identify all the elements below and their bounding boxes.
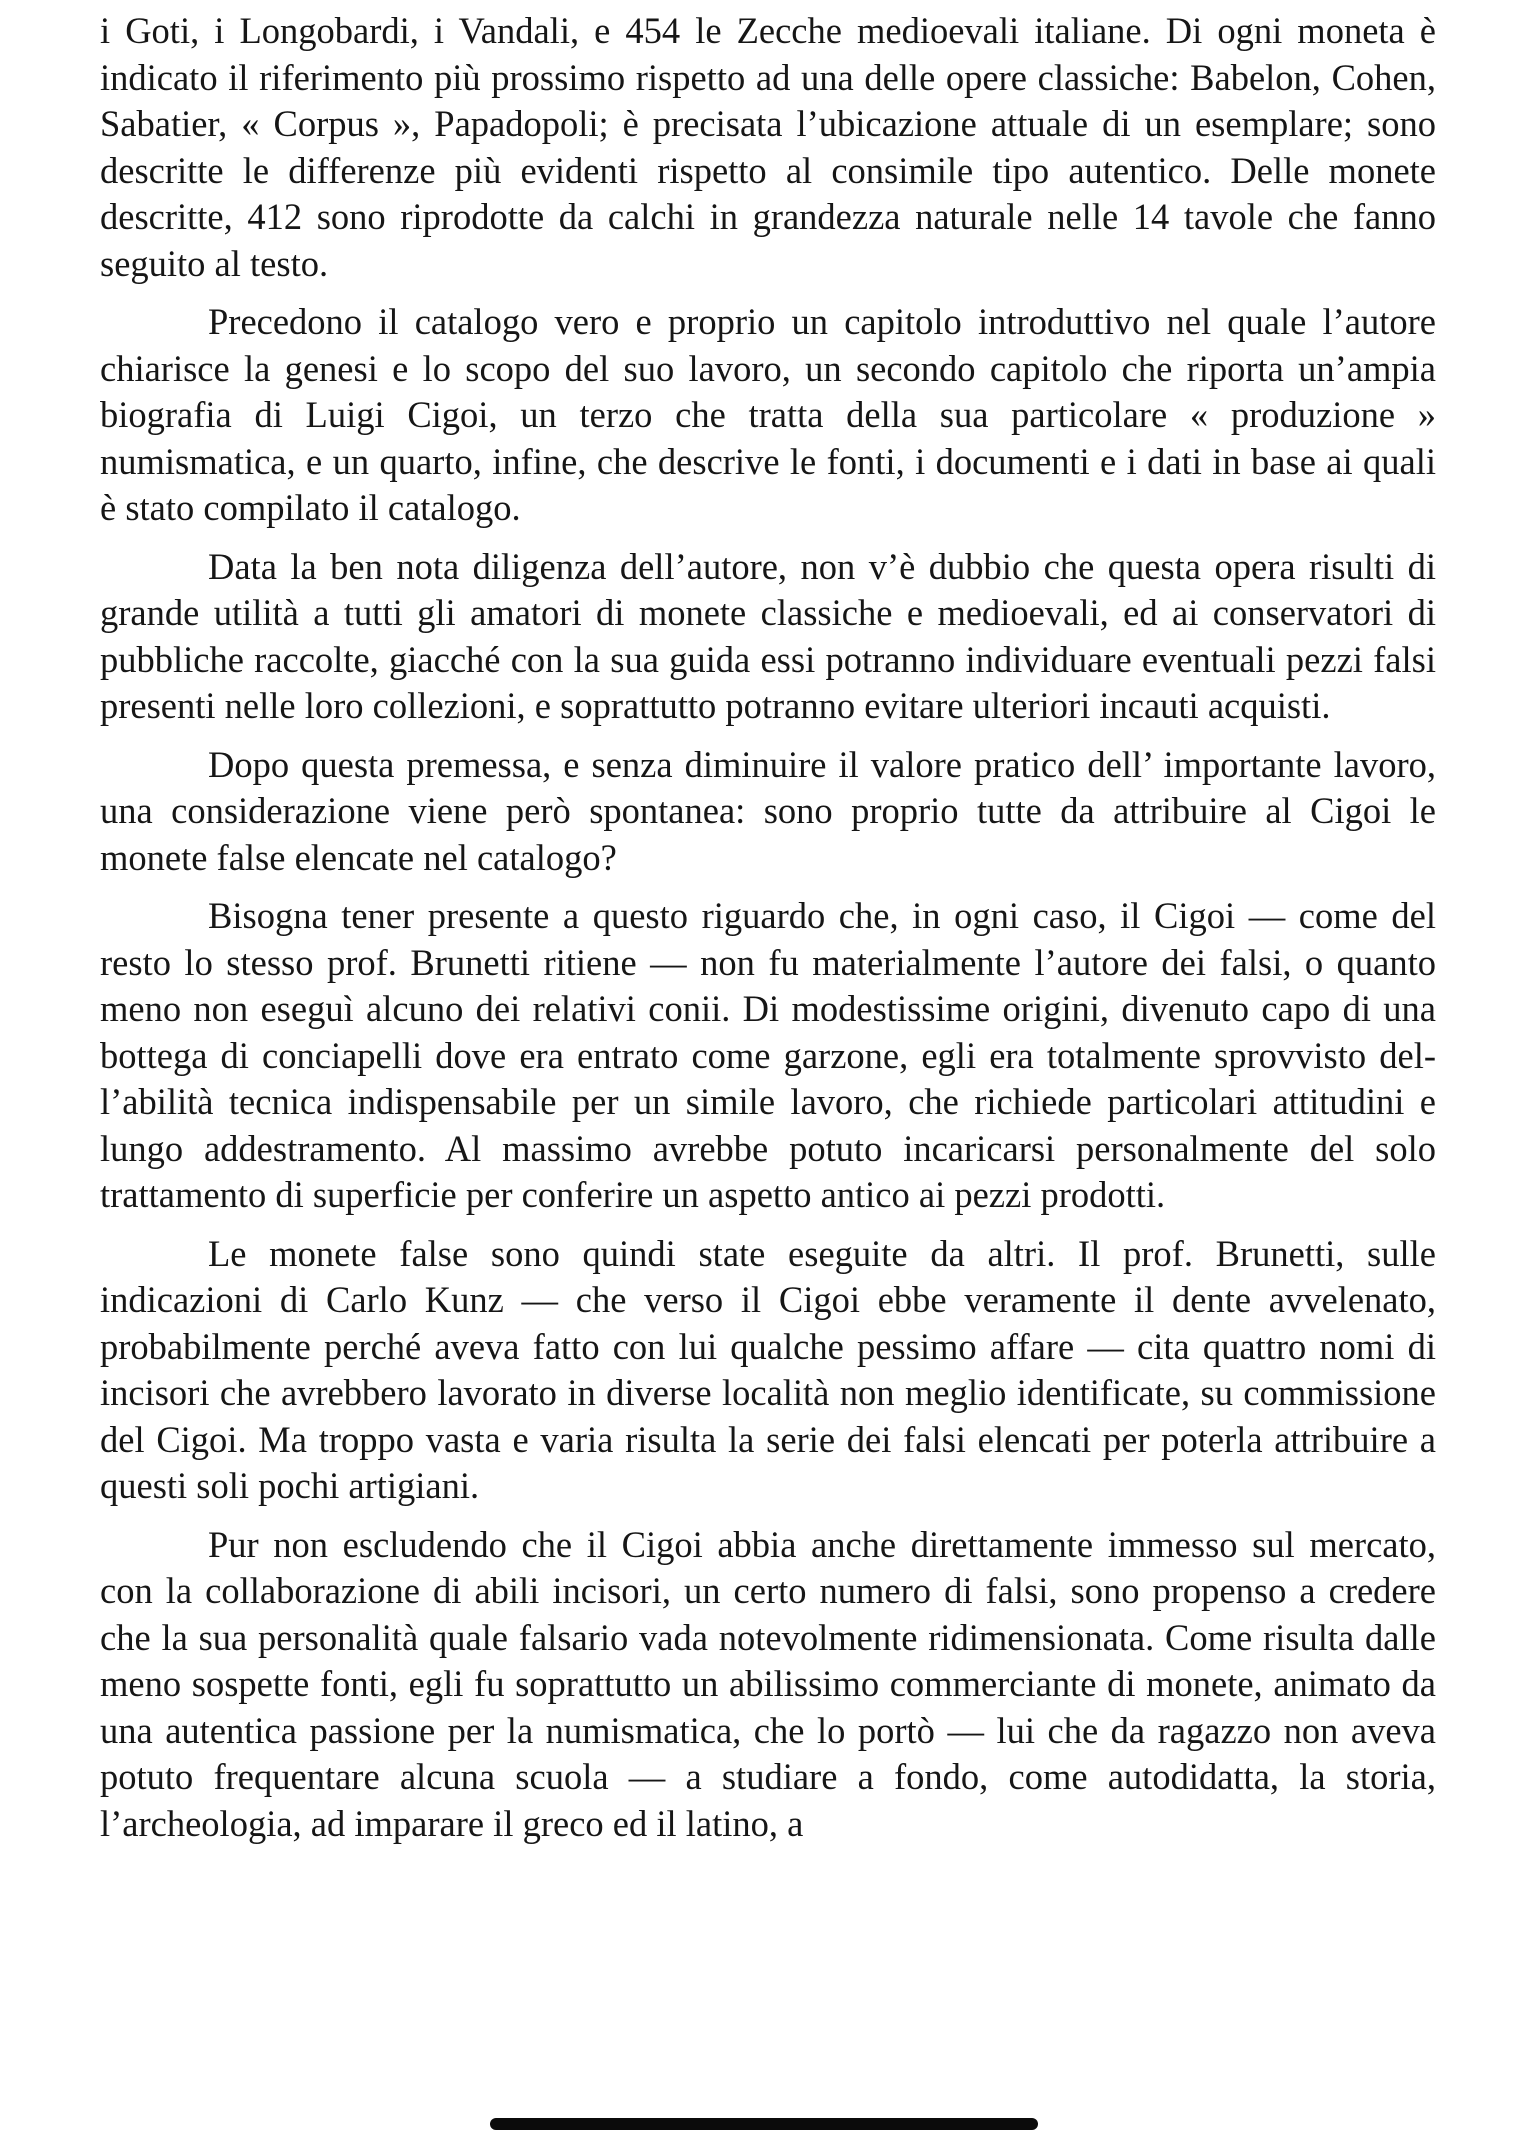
paragraph-5: Bisogna tener presente a questo riguardo che, in ogni caso, il Cigoi — come del resto lo stesso prof. Brunetti ritiene — non fu materialmente l’autore dei falsi, o quanto meno non eseguì alcuno dei relativi conii. Di modestissime origini, divenuto capo di una bottega di conciapelli dove era entrato come garzone, egli era totalmente sprovvisto dell’abilità tecnica indispensabile per un simile lavoro, che richiede particolari attitudini e lungo addestramento. Al massimo avrebbe potuto incaricarsi personalmente del solo trattamento di superficie per conferire un aspetto antico ai pezzi prodotti. [100, 895, 1436, 1215]
paragraph-3: Data la ben nota diligenza dell’autore, non v’è dubbio che questa opera risulti di grande utilità a tutti gli amatori di monete classiche e medioevali, ed ai conservatori di pubbliche raccolte, giacché con la sua guida essi potranno individuare eventuali pezzi falsi presenti nelle loro collezioni, e soprattutto potranno evitare ulteriori incauti acquisti. [100, 545, 1436, 726]
paragraph-1: i Goti, i Longobardi, i Vandali, e 454 le Zecche medioevali italiane. Di ogni moneta è indicato il riferimento più prossimo rispetto ad una delle opere classiche: Babelon, Cohen, Sabatier, « Corpus », Papadopoli; è precisata l’ubicazione attuale di un esemplare; sono descritte le differenze più evidenti rispetto al consimile tipo autentico. Delle monete descritte, 412 sono riprodotte da calchi in grandezza naturale nelle 14 tavole che fanno seguito al testo. [100, 10, 1436, 284]
paragraph-6: Le monete false sono quindi state eseguite da altri. Il prof. Brunetti, sulle indicazioni di Carlo Kunz — che verso il Cigoi ebbe veramente il dente avvelenato, probabilmente perché aveva fatto con lui qualche pessimo affare — cita quattro nomi di incisori che avrebbero lavorato in diverse località non meglio identificate, su commissione del Cigoi. Ma troppo vasta e varia risulta la serie dei falsi elencati per poterla attribuire a questi soli pochi artigiani. [100, 1232, 1436, 1506]
home-indicator-bar[interactable] [490, 2118, 1038, 2130]
document-page [100, 8, 1436, 1859]
paragraph-4: Dopo questa premessa, e senza diminuire il valore pratico dell’ importante lavoro, una considerazione viene però spontanea: sono proprio tutte da attribuire al Cigoi le monete false elencate nel catalogo? [100, 743, 1436, 878]
paragraph-7: Pur non escludendo che il Cigoi abbia anche direttamente immesso sul mercato, con la collaborazione di abili incisori, un certo numero di falsi, sono propenso a credere che la sua personalità quale falsario vada notevolmente ridimensionata. Come risulta dalle meno sospette fonti, egli fu soprattutto un abilissimo commerciante di monete, animato da una autentica passione per la numismatica, che lo portò — lui che da ragazzo non aveva potuto frequentare alcuna scuola — a studiare a fondo, come autodidatta, la storia, l’archeologia, ad imparare il greco ed il latino, a [100, 1523, 1436, 1844]
paragraph-2: Precedono il catalogo vero e proprio un capitolo introduttivo nel quale l’autore chiarisce la genesi e lo scopo del suo lavoro, un secondo capitolo che riporta un’ampia biografia di Luigi Cigoi, un terzo che tratta della sua particolare « produzione » numismatica, e un quarto, infine, che descrive le fonti, i documenti e i dati in base ai quali è stato compilato il catalogo. [100, 301, 1436, 528]
